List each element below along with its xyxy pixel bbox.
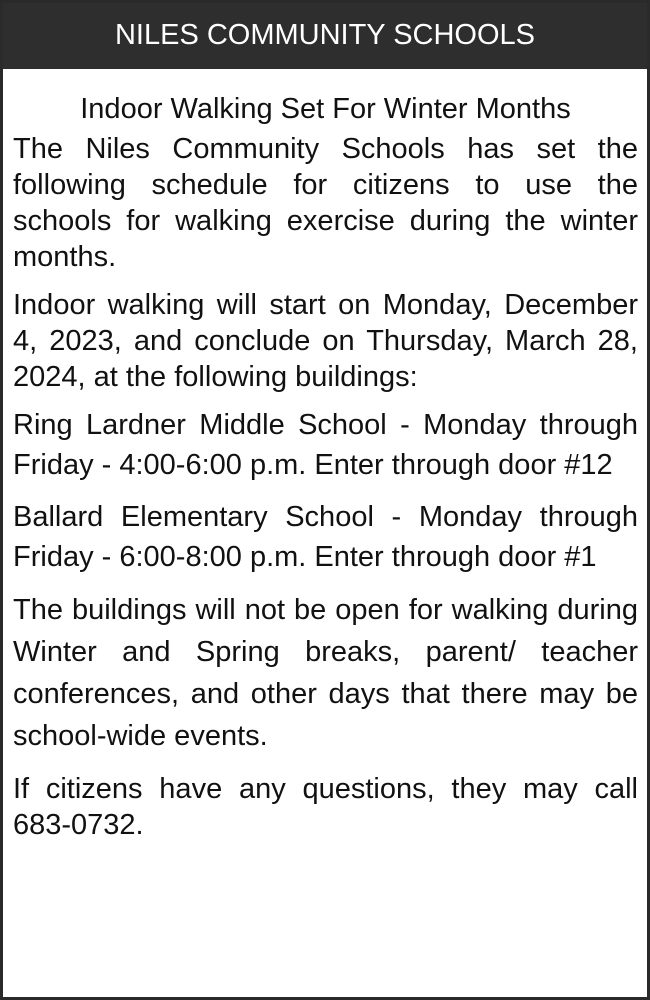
article-subtitle: Indoor Walking Set For Winter Months <box>80 93 571 125</box>
paragraph-ballard: Ballard Elementary School - Monday through Friday - 6:00-8:00 p.m. Enter through door #1 <box>13 501 638 573</box>
paragraph-contact: If citizens have any questions, they may call 683-0732. <box>13 773 638 841</box>
paragraph-intro: The Niles Community Schools has set the following schedule for citizens to use the schools for walking exercise during the winter months. <box>13 133 638 273</box>
paragraph-ring-lardner: Ring Lardner Middle School - Monday through Friday - 4:00-6:00 p.m. Enter through door #12 <box>13 409 638 481</box>
paragraph-closures: The buildings will not be open for walking during Winter and Spring breaks, parent/ teacher conferences, and other days that there may be school-wide events. <box>13 594 638 752</box>
header-title: NILES COMMUNITY SCHOOLS <box>114 18 536 51</box>
header-bar <box>3 3 647 69</box>
paragraph-dates: Indoor walking will start on Monday, December 4, 2023, and conclude on Thursday, March 28, 2024, at the following buildings: <box>13 289 638 393</box>
article-body <box>13 69 638 843</box>
